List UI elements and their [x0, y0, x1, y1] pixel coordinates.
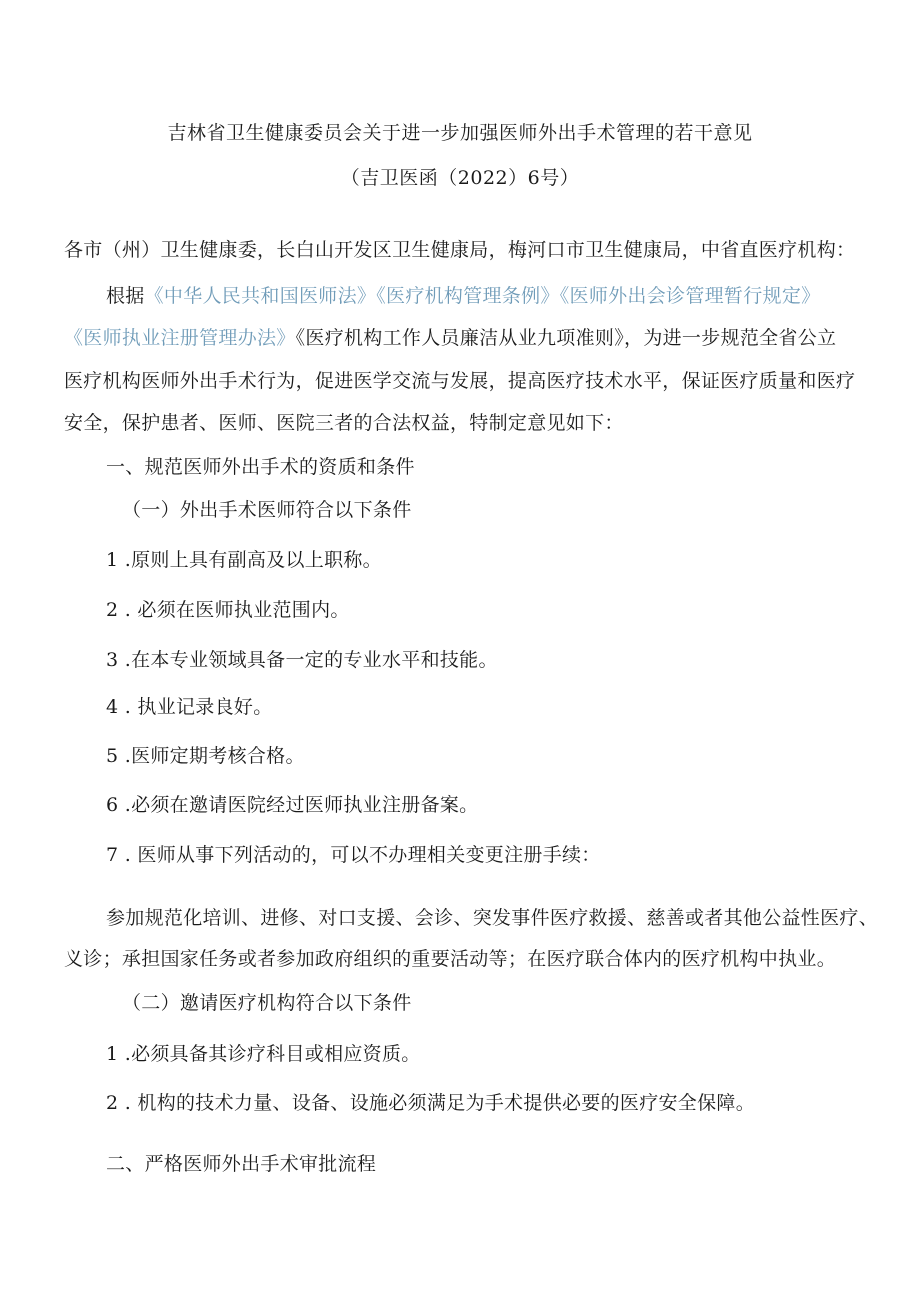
intro-plain-ref: 《医疗机构工作人员廉洁从业九项准则》: [295, 327, 625, 349]
intro-line-4: 安全，保护患者、医师、医院三者的合法权益，特制定意见如下：: [64, 412, 624, 434]
intro-prefix: 根据: [106, 285, 145, 307]
list-item: 3 .在本专业领域具备一定的专业水平和技能。: [106, 649, 498, 671]
note-line-2: 义诊；承担国家任务或者参加政府组织的重要活动等；在医疗联合体内的医疗机构中执业。: [64, 948, 837, 970]
note-line-1: 参加规范化培训、进修、对口支援、会诊、突发事件医疗救援、慈善或者其他公益性医疗、: [106, 907, 879, 929]
document-title: 吉林省卫生健康委员会关于进一步加强医师外出手术管理的若干意见: [167, 122, 753, 144]
document-number: （吉卫医函（2022）6号）: [340, 167, 580, 189]
law-link-physicians-act[interactable]: 《中华人民共和国医师法》: [144, 285, 377, 307]
salutation: 各市（州）卫生健康委，长白山开发区卫生健康局，梅河口市卫生健康局，中省直医疗机构：: [64, 239, 856, 261]
intro-line-2: [64, 323, 836, 350]
list-item: 7 . 医师从事下列活动的，可以不办理相关变更注册手续：: [106, 844, 601, 866]
section-2-heading: 二、严格医师外出手术审批流程: [106, 1153, 377, 1175]
subsection-1-heading: （一）外出手术医师符合以下条件: [122, 499, 412, 521]
subsection-2-heading: （二）邀请医疗机构符合以下条件: [122, 992, 412, 1014]
intro-line-2-suffix: ，为进一步规范全省公立: [624, 327, 837, 349]
list-item: 1 .必须具备其诊疗科目或相应资质。: [106, 1043, 421, 1065]
list-item: 1 .原则上具有副高及以上职称。: [106, 549, 382, 571]
intro-line-1: [106, 281, 820, 308]
list-item: 5 .医师定期考核合格。: [106, 745, 305, 767]
law-link-registration-measures[interactable]: 《医师执业注册管理办法》: [64, 327, 296, 349]
law-link-medical-institution-regulations[interactable]: 《医疗机构管理条例》: [376, 285, 560, 307]
list-item: 2 . 必须在医师执业范围内。: [106, 599, 350, 621]
list-item: 4 . 执业记录良好。: [106, 696, 273, 718]
section-1-heading: 一、规范医师外出手术的资质和条件: [106, 456, 415, 478]
list-item: 2 . 机构的技术力量、设备、设施必须满足为手术提供必要的医疗安全保障。: [106, 1092, 756, 1114]
intro-line-3: 医疗机构医师外出手术行为，促进医学交流与发展，提高医疗技术水平，保证医疗质量和医疗: [64, 370, 856, 392]
list-item: 6 .必须在邀请医院经过医师执业注册备案。: [106, 794, 479, 816]
law-link-consultation-provisions[interactable]: 《医师外出会诊管理暂行规定》: [559, 285, 821, 307]
